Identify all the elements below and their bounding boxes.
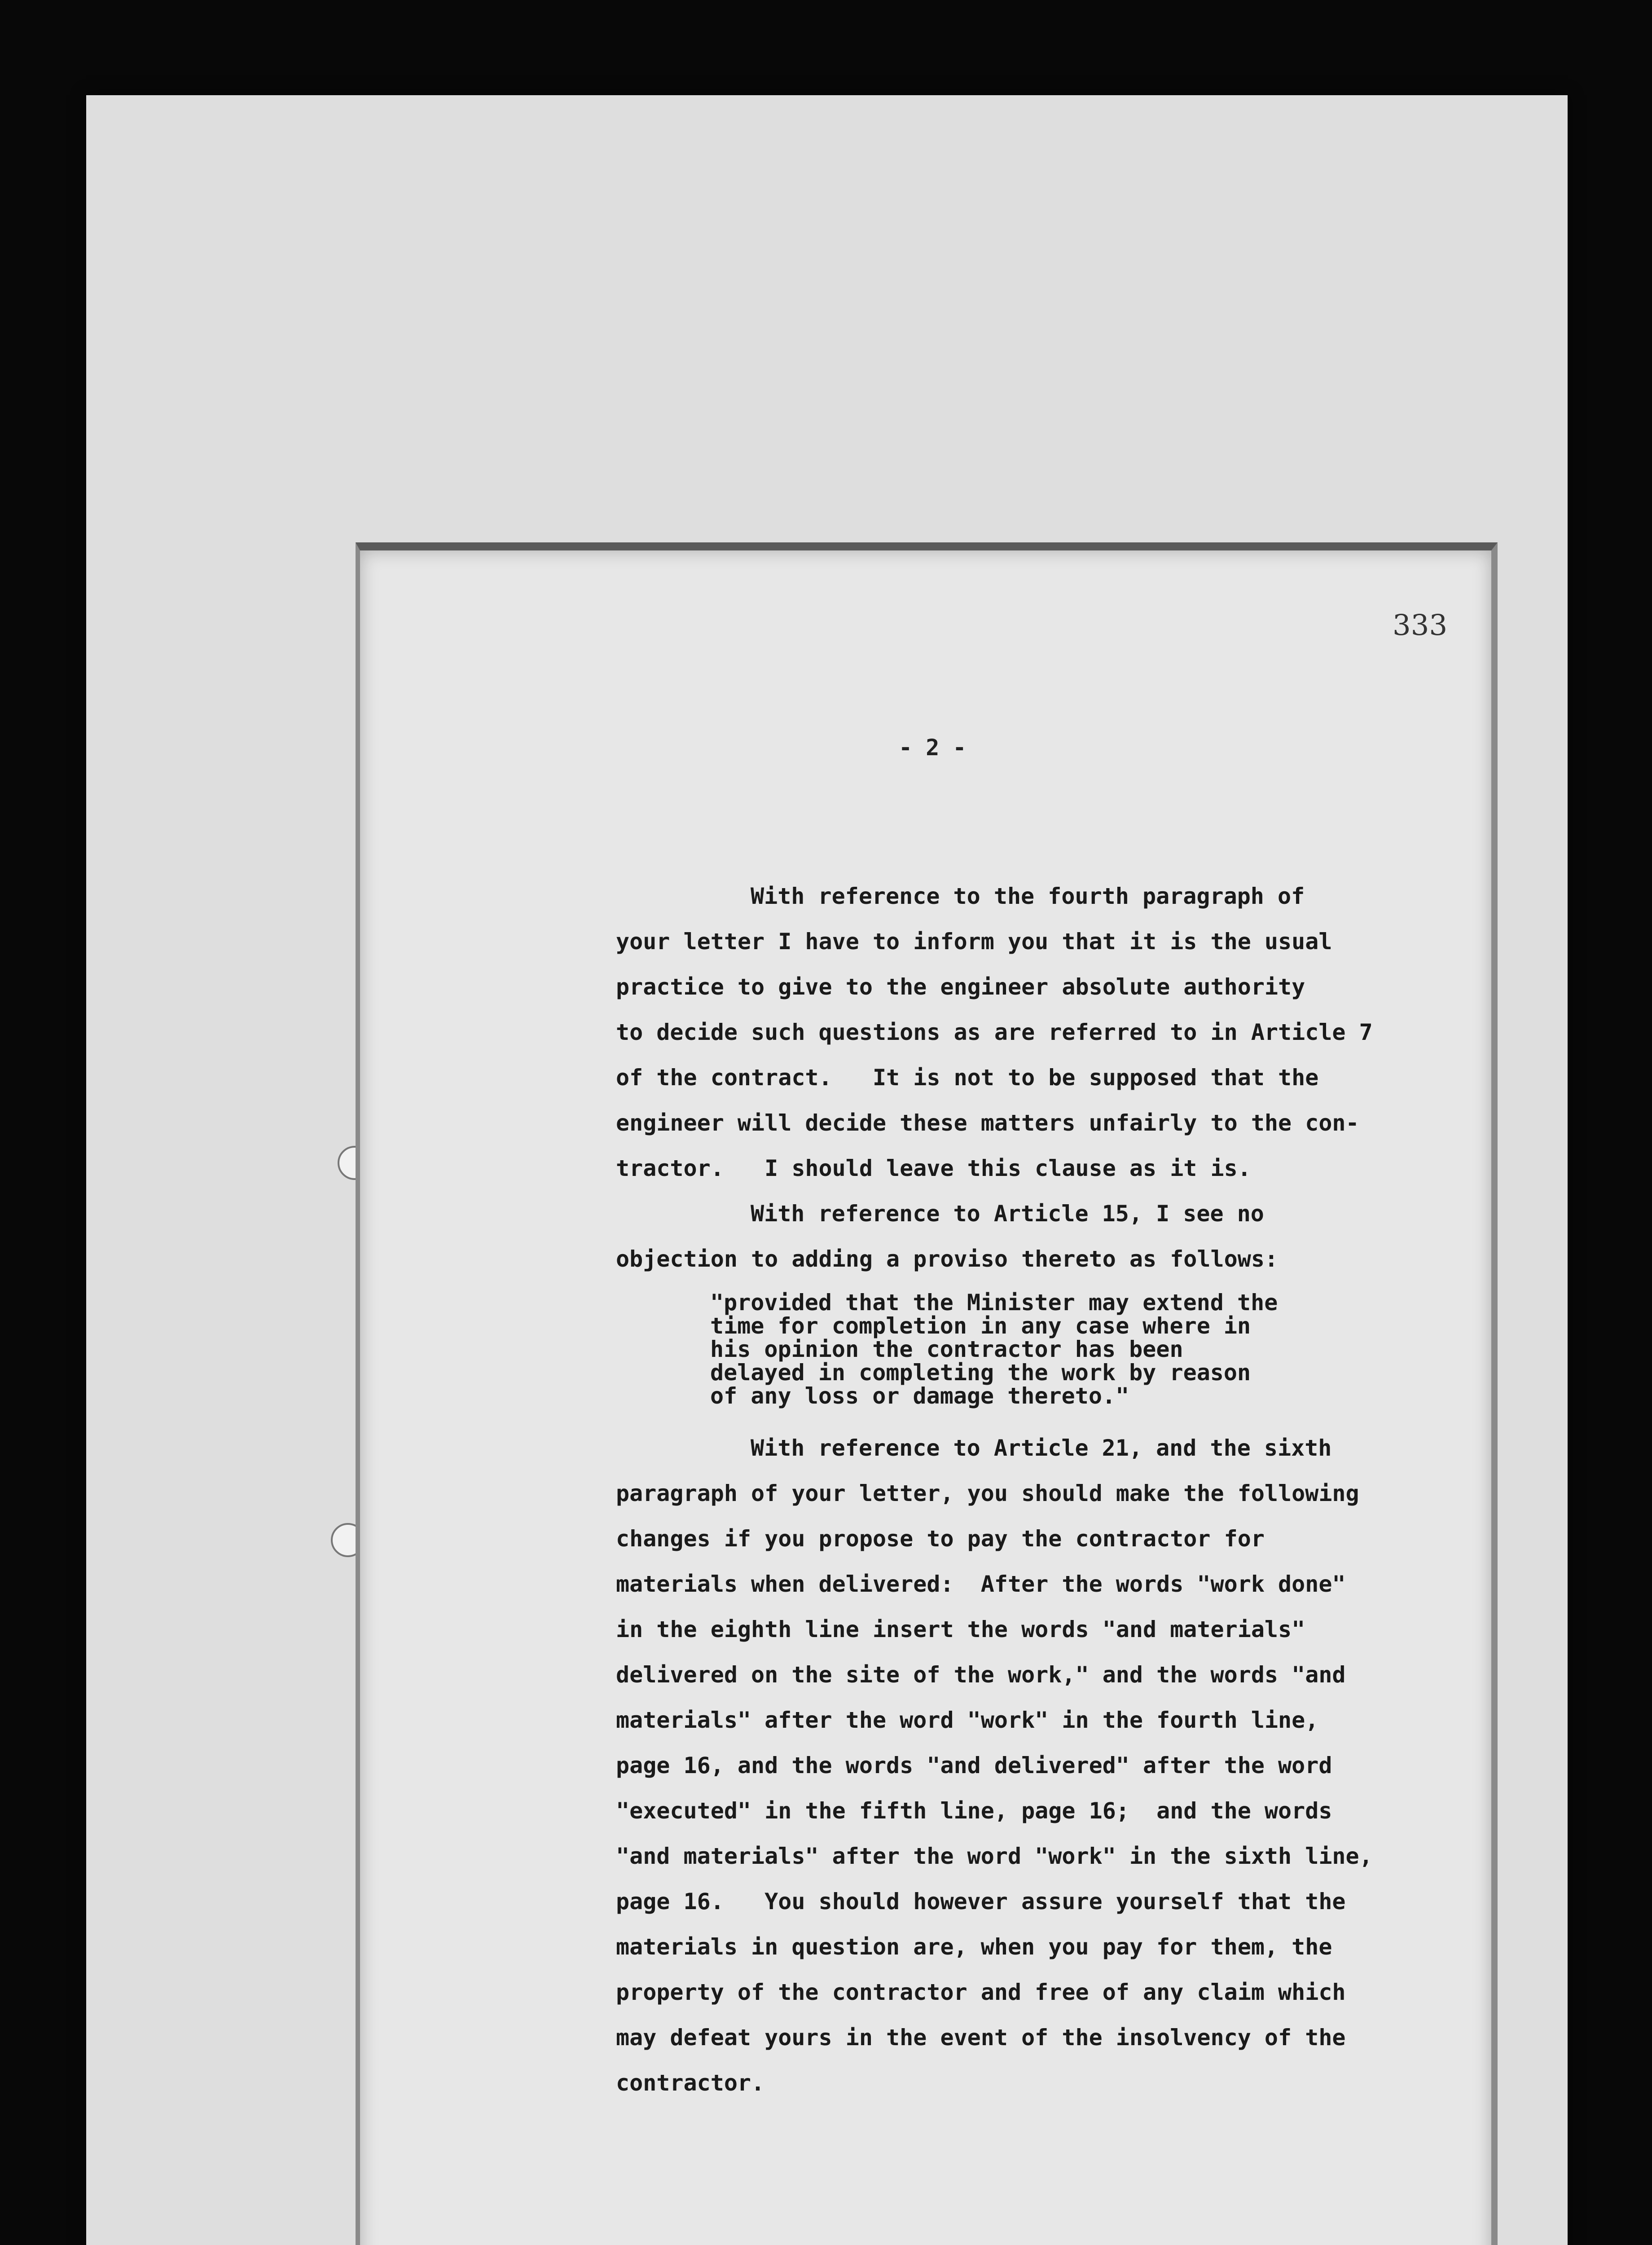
paragraph-1 (616, 874, 1415, 1191)
text-line: to decide such questions as are referred to in Article 7 (616, 1019, 1373, 1045)
outer-sheet (86, 95, 1568, 2245)
text-line: With reference to the fourth paragraph of (751, 883, 1305, 909)
text-line: practice to give to the engineer absolute authority (616, 974, 1305, 1000)
quote-line: time for completion in any case where in (710, 1313, 1251, 1339)
text-line: in the eighth line insert the words "and materials" (616, 1616, 1305, 1642)
text-line: "executed" in the fifth line, page 16; and the words (616, 1798, 1332, 1824)
text-line: engineer will decide these matters unfairly to the con- (616, 1110, 1359, 1136)
text-line: tractor. I should leave this clause as it is. (616, 1155, 1251, 1181)
text-line: objection to adding a proviso thereto as follows: (616, 1246, 1279, 1272)
text-line: With reference to Article 21, and the sixth (751, 1435, 1332, 1461)
quote-line: his opinion the contractor has been (710, 1336, 1183, 1362)
text-line: property of the contractor and free of any claim which (616, 1979, 1346, 2005)
text-line: your letter I have to inform you that it is the usual (616, 929, 1332, 955)
text-line: changes if you propose to pay the contractor for (616, 1526, 1265, 1552)
paragraph-2 (616, 1191, 1415, 1282)
quote-line: "provided that the Minister may extend the (710, 1290, 1278, 1316)
text-line: page 16, and the words "and delivered" after the word (616, 1752, 1332, 1778)
text-line: "and materials" after the word "work" in the sixth line, (616, 1843, 1373, 1869)
text-line: materials when delivered: After the words "work done" (616, 1571, 1346, 1597)
archive-page-number: 333 (1393, 609, 1448, 642)
quote-line: delayed in completing the work by reason (710, 1360, 1251, 1386)
page-sequence: - 2 - (899, 735, 967, 761)
paragraph-3 (616, 1426, 1415, 2106)
text-line: of the contract. It is not to be supposed that the (616, 1065, 1319, 1091)
quoted-proviso (616, 1291, 1415, 1408)
text-line: paragraph of your letter, you should make the following (616, 1480, 1359, 1506)
text-line: contractor. (616, 2070, 765, 2096)
text-line: materials in question are, when you pay for them, the (616, 1934, 1332, 1960)
text-line: materials" after the word "work" in the fourth line, (616, 1707, 1319, 1733)
letter-page (356, 542, 1498, 2245)
letter-body (616, 874, 1415, 2106)
quote-line: of any loss or damage thereto." (710, 1383, 1129, 1409)
text-line: page 16. You should however assure yourself that the (616, 1888, 1346, 1915)
text-line: With reference to Article 15, I see no (751, 1201, 1264, 1227)
text-line: delivered on the site of the work," and the words "and (616, 1662, 1346, 1688)
text-line: may defeat yours in the event of the insolvency of the (616, 2025, 1346, 2051)
